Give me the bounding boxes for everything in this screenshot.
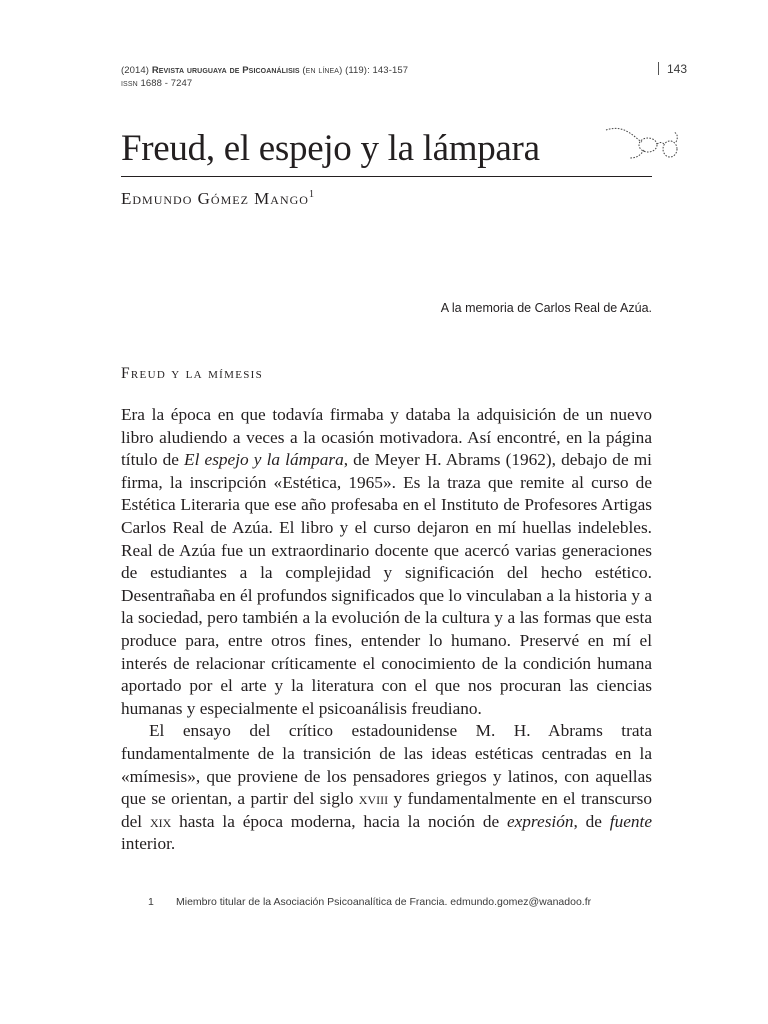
page-number-divider	[658, 62, 659, 75]
section-heading: Freud y la mímesis	[121, 365, 264, 382]
author-name: Edmundo Gómez Mango	[121, 189, 309, 208]
citation-issue: (119): 143-157	[345, 65, 409, 76]
title-rule	[121, 176, 652, 177]
text-run: Era la época en que todavía firmaba y databa la adquisición de un nuevo libro aludiendo a veces a la ocasión motivadora. Así encontré, en la página título de	[121, 405, 652, 470]
citation-line	[121, 64, 408, 77]
text-run: hasta la época moderna, hacia la noción de	[171, 811, 507, 831]
epigraph: A la memoria de Carlos Real de Azúa.	[440, 301, 652, 315]
citation-year: (2014)	[121, 65, 150, 76]
body-text	[121, 404, 652, 856]
running-header	[121, 64, 408, 90]
issn-line: issn 1688 - 7247	[121, 78, 193, 89]
article-title: Freud, el espejo y la lámpara	[121, 128, 540, 169]
footnote-text: Miembro titular de la Asociación Psicoanalítica de Francia. edmundo.gomez@wanadoo.fr	[176, 896, 592, 908]
paragraph	[121, 720, 652, 856]
text-run: El ensayo del crítico estadounidense M. H. Abrams trata fundamentalmente de la transición de las ideas estéticas centradas en la «mímesis», que proviene de los pensadores griegos y latinos, con aquellas que se orientan, a partir del siglo	[121, 721, 652, 809]
text-run: , de	[573, 811, 610, 831]
text-run: interior.	[121, 834, 176, 854]
footnote	[148, 896, 591, 908]
paragraph	[121, 404, 652, 720]
century-numeral: xviii	[358, 789, 389, 809]
emphasis-italic: expresión	[506, 811, 574, 831]
page-number	[658, 62, 687, 76]
footnote-ref[interactable]: 1	[308, 189, 314, 200]
footnote-number: 1	[148, 896, 154, 908]
emphasis-italic: fuente	[609, 811, 653, 831]
page-number-text: 143	[667, 62, 688, 76]
citation-format: (en línea)	[302, 65, 343, 76]
text-run: , de Meyer H. Abrams (1962), debajo de mi firma, la inscripción «Estética, 1965». Es la traza que remite al curso de Estética Literaria que ese año profesaba en el Instituto de Profesores Artigas Carlos Real de Azúa. El libro y el curso dejaron en mí huellas indelebles. Real de Azúa fue un extraordinario docente que acercó varias generaciones de estudiantes a la complejidad y significación del hecho estético. Desentrañaba en él profundos significados que lo vinculaban a la historia y a la sociedad, pero también a la evolución de la cultura y a las formas que esta produce para, entre otros fines, entender lo humano. Preservé en mí el interés de relacionar críticamente el conocimiento de la condición humana aportado por el arte y la literatura con el que nos procuran las ciencias humanas y especialmente el psicoanálisis freudiano.	[121, 450, 652, 718]
book-title-italic: El espejo y la lámpara	[184, 450, 344, 470]
author-line	[121, 189, 314, 209]
century-numeral: xix	[149, 811, 172, 831]
eyeglasses-icon	[604, 124, 680, 164]
text-run: y fundamentalmente en el transcurso del	[121, 789, 653, 831]
journal-name: Revista uruguaya de Psicoanálisis	[151, 65, 300, 76]
